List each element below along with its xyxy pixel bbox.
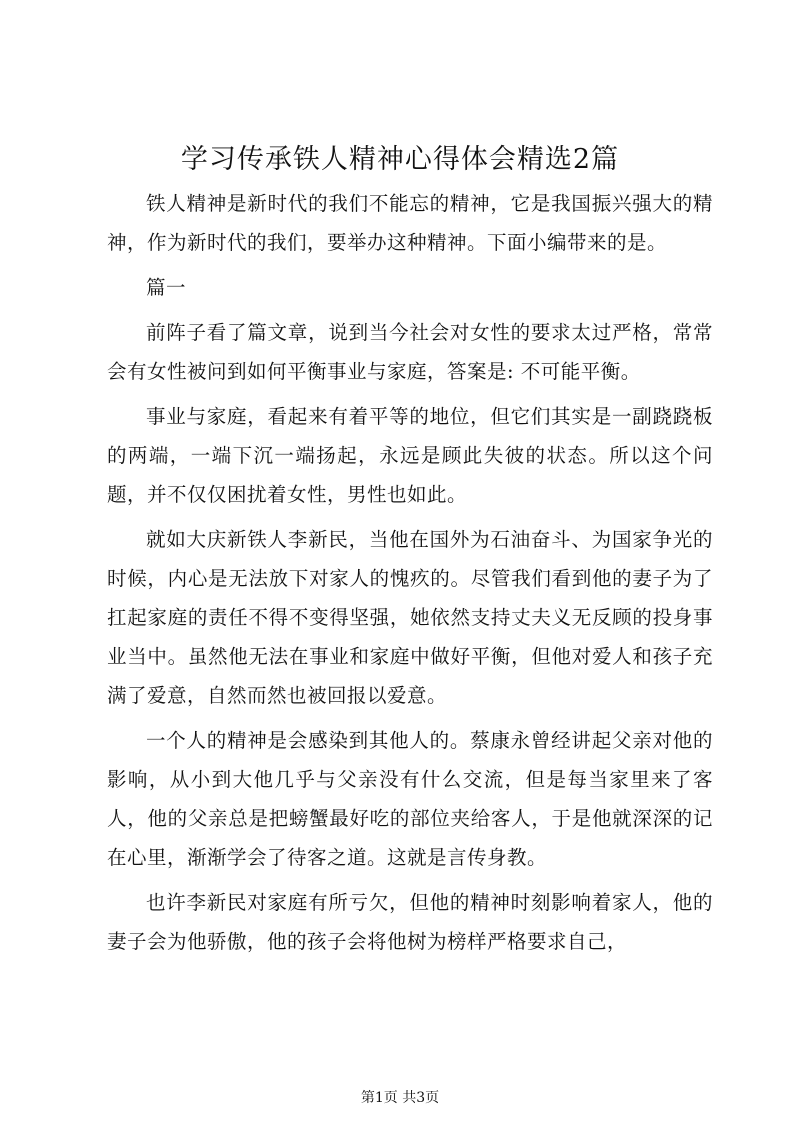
body-paragraph: 事业与家庭，看起来有着平等的地位，但它们其实是一副跷跷板的两端，一端下沉一端扬起，永远是顾此失彼的状态。所以这个问题，并不仅仅困扰着女性，男性也如此。: [107, 405, 713, 506]
body-paragraph: 一个人的精神是会感染到其他人的。蔡康永曾经讲起父亲对他的影响，从小到大他几乎与父亲没有什么交流，但是每当家里来了客人，他的父亲总是把螃蟹最好吃的部位夹给客人，于是他就深深的记在心里，渐渐学会了待客之道。这就是言传身教。: [107, 729, 713, 869]
intro-paragraph: 铁人精神是新时代的我们不能忘的精神，它是我国振兴强大的精神，作为新时代的我们，要举办这种精神。下面小编带来的是。: [107, 192, 713, 254]
document-body: [107, 184, 713, 967]
document-title: 学习传承铁人精神心得体会精选2篇: [180, 144, 620, 175]
body-paragraph: 就如大庆新铁人李新民，当他在国外为石油奋斗、为国家争光的时候，内心是无法放下对家人的愧疚的。尽管我们看到他的妻子为了扛起家庭的责任不得不变得坚强，她依然支持丈夫义无反顾的投身事业当中。虽然他无法在事业和家庭中做好平衡，但他对爱人和孩子充满了爱意，自然而然也被回报以爱意。: [107, 528, 713, 707]
page-number-footer: 第1页 共3页: [360, 1090, 440, 1106]
body-paragraph: 也许李新民对家庭有所亏欠，但他的精神时刻影响着家人，他的妻子会为他骄傲，他的孩子会将他树为榜样严格要求自己，: [107, 891, 713, 953]
body-paragraph: 前阵子看了篇文章，说到当今社会对女性的要求太过严格，常常会有女性被问到如何平衡事业与家庭，答案是: 不可能平衡。: [107, 321, 713, 383]
section-heading-part-one: 篇一: [146, 276, 187, 299]
